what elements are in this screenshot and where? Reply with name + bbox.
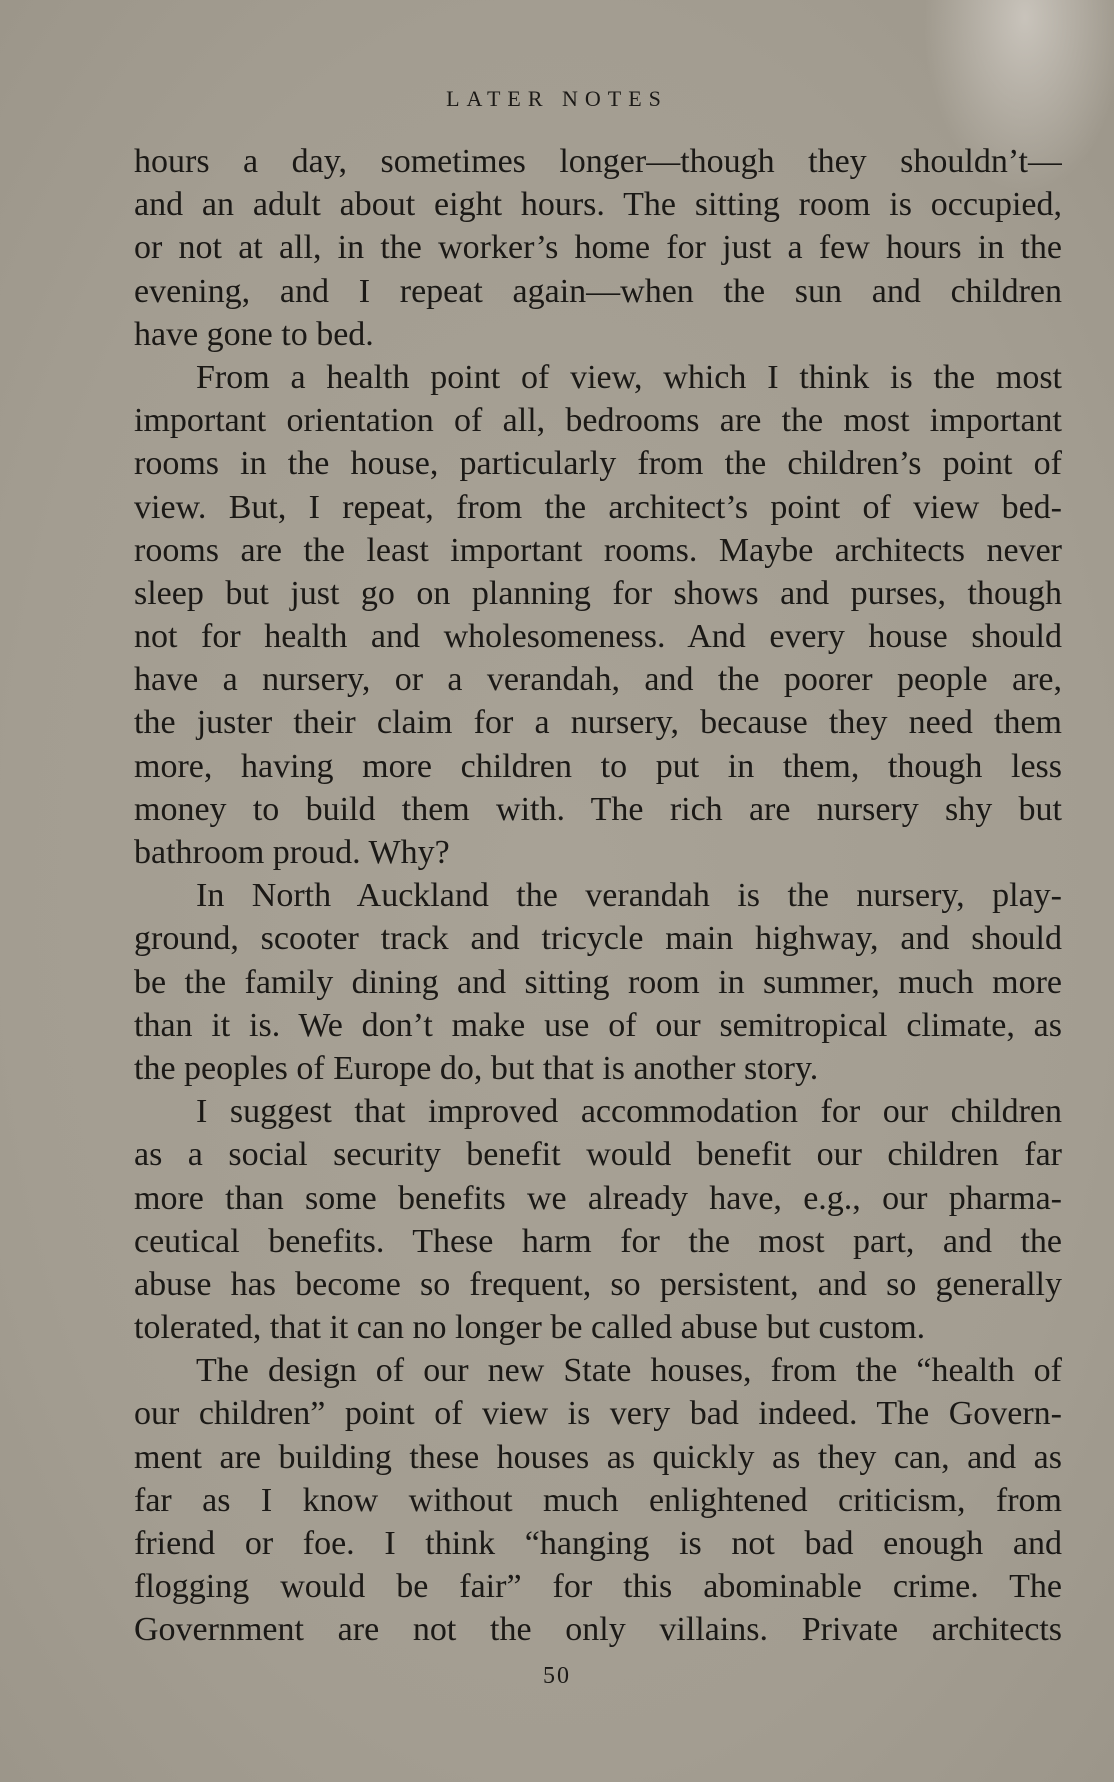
text-line: far as I know without much enlightened criticism, from [134,1481,1062,1519]
text-line: than it is. We don’t make use of our semitropical climate, as [134,1006,1062,1044]
text-line: rooms in the house, particularly from the children’s point of [134,445,1062,483]
text-line: The design of our new State houses, from the “health of [196,1352,1062,1390]
text-line: I suggest that improved accommodation for our children [196,1093,1062,1131]
text-line: abuse has become so frequent, so persistent, and so generally [134,1265,1062,1303]
text-line: more, having more children to put in them, though less [134,747,1062,785]
body-text [134,140,1062,1652]
text-line: bathroom proud. Why? [134,834,450,871]
text-line: view. But, I repeat, from the architect’s point of view bed- [134,488,1062,526]
text-line: and an adult about eight hours. The sitting room is occupied, [134,186,1062,224]
text-line: be the family dining and sitting room in summer, much more [134,963,1062,1001]
text-line: have a nursery, or a verandah, and the poorer people are, [134,661,1062,699]
page-number: 50 [543,1663,571,1689]
text-line: not for health and wholesomeness. And every house should [134,618,1062,656]
text-line: the peoples of Europe do, but that is another story. [134,1049,819,1087]
text-line: flogging would be fair” for this abominable crime. The [134,1568,1062,1606]
text-line: ment are building these houses as quickly as they can, and as [134,1438,1062,1476]
text-line: evening, and I repeat again—when the sun and children [134,272,1062,310]
text-line: more than some benefits we already have, e.g., our pharma- [134,1179,1062,1217]
text-line: friend or foe. I think “hanging is not bad enough and [134,1525,1062,1562]
text-line: sleep but just go on planning for shows and purses, though [134,574,1062,612]
text-line: ceutical benefits. These harm for the most part, and the [134,1222,1062,1260]
text-line: In North Auckland the verandah is the nursery, play- [196,877,1062,915]
text-line: as a social security benefit would benefit our children far [134,1136,1062,1174]
text-line: money to build them with. The rich are nursery shy but [134,790,1062,828]
text-line: our children” point of view is very bad indeed. The Govern- [134,1395,1062,1433]
text-line: Government are not the only villains. Private architects [134,1611,1062,1649]
text-line: important orientation of all, bedrooms are the most important [134,402,1062,440]
text-line: the juster their claim for a nursery, because they need them [134,704,1062,742]
running-head: LATER NOTES [446,86,668,111]
text-line: From a health point of view, which I think is the most [196,358,1062,396]
text-line: rooms are the least important rooms. Maybe architects never [134,531,1062,569]
text-line: have gone to bed. [134,315,374,353]
text-line: ground, scooter track and tricycle main highway, and should [134,920,1062,958]
text-line: or not at all, in the worker’s home for just a few hours in the [134,229,1062,267]
text-line: tolerated, that it can no longer be called abuse but custom. [134,1309,926,1347]
text-line: hours a day, sometimes longer—though they shouldn’t— [134,143,1062,180]
